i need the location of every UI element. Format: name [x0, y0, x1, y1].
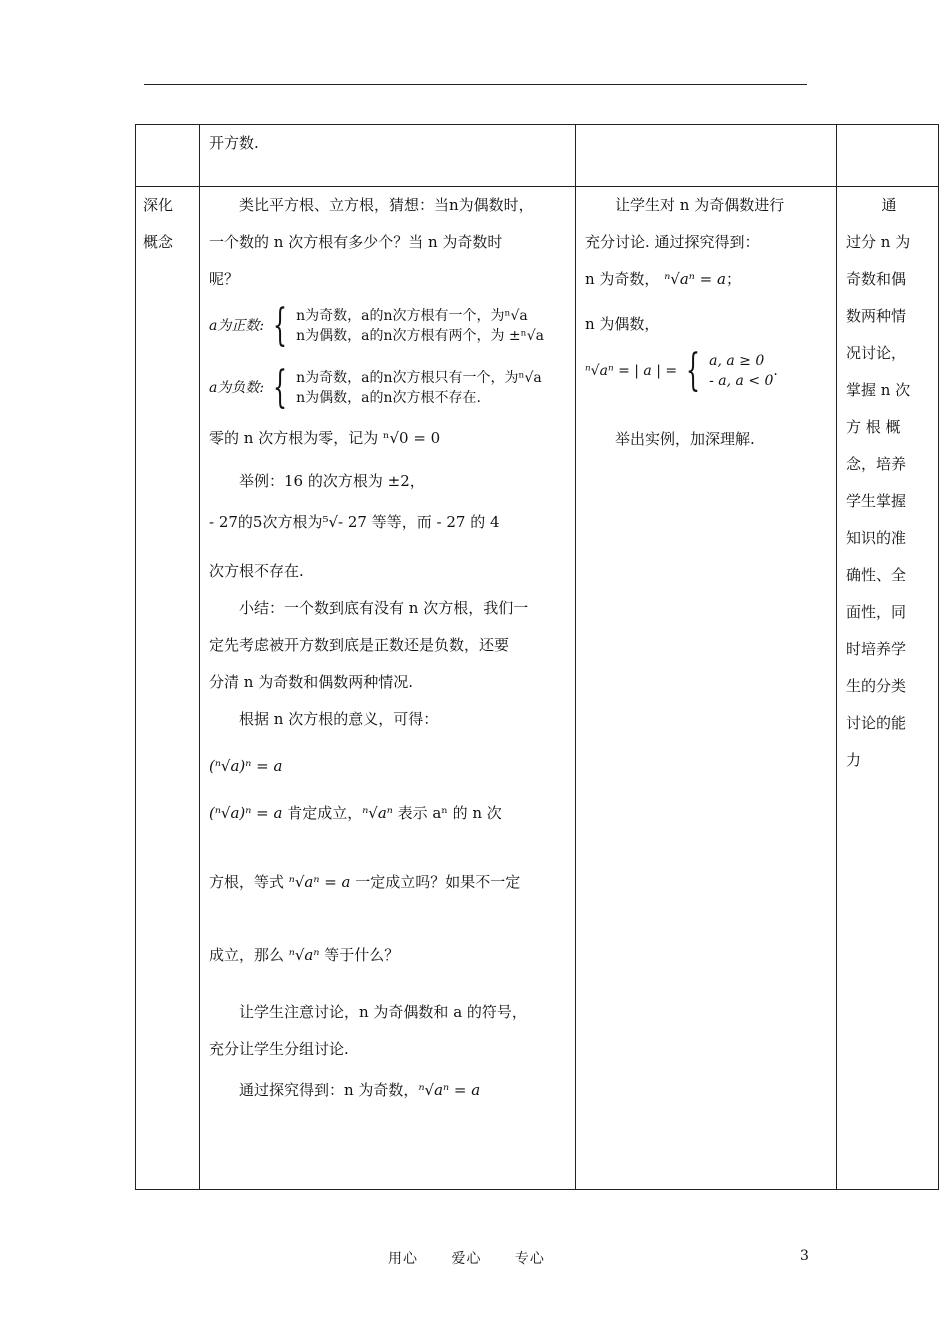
- text-fragment: .: [773, 363, 778, 379]
- text-line: 让学生对 n 为奇偶数进行: [615, 196, 785, 214]
- brace-icon: {: [686, 345, 701, 396]
- text-line: 呢？: [209, 270, 240, 288]
- table-cell: [576, 125, 837, 187]
- case-line: n为偶数，a的n次方根不存在.: [296, 390, 481, 406]
- table-row: [136, 187, 939, 1190]
- text-line: 过分 n 为: [846, 233, 911, 251]
- text-fragment: 通过探究得到：n 为奇数，: [239, 1081, 419, 1099]
- case-line: - a, a < 0: [709, 373, 774, 389]
- formula: ⁿ√aⁿ = a: [288, 873, 351, 891]
- text-line: 数两种情: [846, 307, 907, 325]
- row-label: 深化: [143, 196, 174, 214]
- formula: ⁿ√aⁿ = a: [418, 1081, 481, 1099]
- text-line: 小结：一个数到底有没有 n 次方根，我们一: [239, 599, 529, 617]
- teaching-content-cell: [200, 187, 576, 1190]
- student-activity-cell: [576, 187, 837, 1190]
- text-line: [209, 795, 567, 832]
- table-cell: [200, 125, 576, 187]
- text-line: 充分让学生分组讨论.: [209, 1040, 349, 1058]
- text-line: 让学生注意讨论，n 为奇偶数和 a 的符号，: [239, 1003, 527, 1021]
- footer-item: 专心: [514, 1251, 545, 1267]
- table-cell: [837, 125, 939, 187]
- text-line: 确性、全: [846, 566, 907, 584]
- formula: ⁿ√aⁿ: [288, 946, 320, 964]
- text-line: 充分讨论. 通过探究得到：: [585, 233, 760, 251]
- cell-text: 开方数.: [209, 134, 259, 152]
- text-line: n 为偶数，: [585, 315, 660, 333]
- text-line: 时培养学: [846, 640, 907, 658]
- text-line: 零的 n 次方根为零，记为 ⁿ√0 = 0: [209, 429, 441, 447]
- text-line: - 27的5次方根为⁵√- 27 等等，而 - 27 的 4: [209, 513, 500, 531]
- text-line: 类比平方根、立方根，猜想：当n为偶数时，: [239, 196, 534, 214]
- text-line: 一个数的 n 次方根有多少个？当 n 为奇数时: [209, 233, 503, 251]
- text-fragment: n 为奇数，: [585, 270, 660, 288]
- case-line: a, a ≥ 0: [709, 353, 765, 369]
- text-line: 况讨论，: [846, 344, 907, 362]
- text-line: 面性，同: [846, 603, 907, 621]
- text-fragment: ；: [725, 270, 741, 288]
- footer-item: 爱心: [451, 1251, 482, 1267]
- case-line: n为偶数，a的n次方根有两个，为 ±ⁿ√a: [296, 328, 544, 344]
- text-line: 次方根不存在.: [209, 562, 304, 580]
- formula: ⁿ√aⁿ = a: [664, 270, 726, 288]
- text-fragment: 一定成立吗？如果不一定: [350, 873, 521, 891]
- table-cell: [136, 125, 200, 187]
- page-number: 3: [800, 1248, 809, 1264]
- text-line: [209, 937, 567, 974]
- row-label-cell: [136, 187, 200, 1190]
- formula: ⁿ√aⁿ = | a | =: [585, 363, 678, 379]
- row-label: 概念: [143, 233, 174, 251]
- text-line: [585, 261, 828, 298]
- text-line: [209, 864, 567, 901]
- brace-icon: {: [273, 362, 288, 413]
- text-line: 念，培养: [846, 455, 907, 473]
- case-line: n为奇数，a的n次方根只有一个，为ⁿ√a: [296, 370, 542, 386]
- case-label: a为负数:: [209, 380, 265, 396]
- even-case-block: [585, 345, 828, 396]
- text-line: 掌握 n 次: [846, 381, 911, 399]
- footer-item: 用心: [388, 1251, 418, 1267]
- case-line: n为奇数，a的n次方根有一个，为ⁿ√a: [296, 308, 528, 324]
- text-line: 力: [846, 751, 862, 769]
- text-fragment: 方根，等式: [209, 873, 289, 891]
- lesson-table: [135, 124, 939, 1190]
- table-row: [136, 125, 939, 187]
- text-line: [209, 1072, 567, 1109]
- formula: (ⁿ√a)ⁿ = a: [209, 804, 283, 822]
- text-line: 方 根 概: [846, 418, 901, 436]
- header-rule: [144, 84, 807, 85]
- text-line: 分清 n 为奇数和偶数两种情况.: [209, 673, 413, 691]
- text-line: 举出实例，加深理解.: [615, 430, 755, 448]
- text-line: 定先考虑被开方数到底是正数还是负数，还要: [209, 636, 510, 654]
- text-line: 奇数和偶: [846, 270, 907, 288]
- case-label: a为正数:: [209, 318, 265, 334]
- text-fragment: 表示 aⁿ 的 n 次: [392, 804, 502, 822]
- text-fragment: 成立，那么: [209, 946, 289, 964]
- brace-icon: {: [273, 300, 288, 351]
- text-line: 知识的准: [846, 529, 907, 547]
- formula: (ⁿ√a)ⁿ = a: [209, 757, 283, 775]
- positive-case-block: [209, 300, 567, 351]
- formula: ⁿ√aⁿ: [362, 804, 393, 822]
- text-line: 学生掌握: [846, 492, 907, 510]
- text-fragment: 肯定成立，: [282, 804, 363, 822]
- text-line: 讨论的能: [846, 714, 907, 732]
- text-line: 生的分类: [846, 677, 907, 695]
- page-footer: [388, 1248, 573, 1268]
- design-intent-cell: [837, 187, 939, 1190]
- text-fragment: 等于什么？: [319, 946, 400, 964]
- negative-case-block: [209, 362, 567, 413]
- text-line: 通: [881, 196, 897, 214]
- text-line: 举例：16 的次方根为 ±2，: [239, 472, 425, 490]
- text-line: 根据 n 次方根的意义，可得：: [239, 710, 439, 728]
